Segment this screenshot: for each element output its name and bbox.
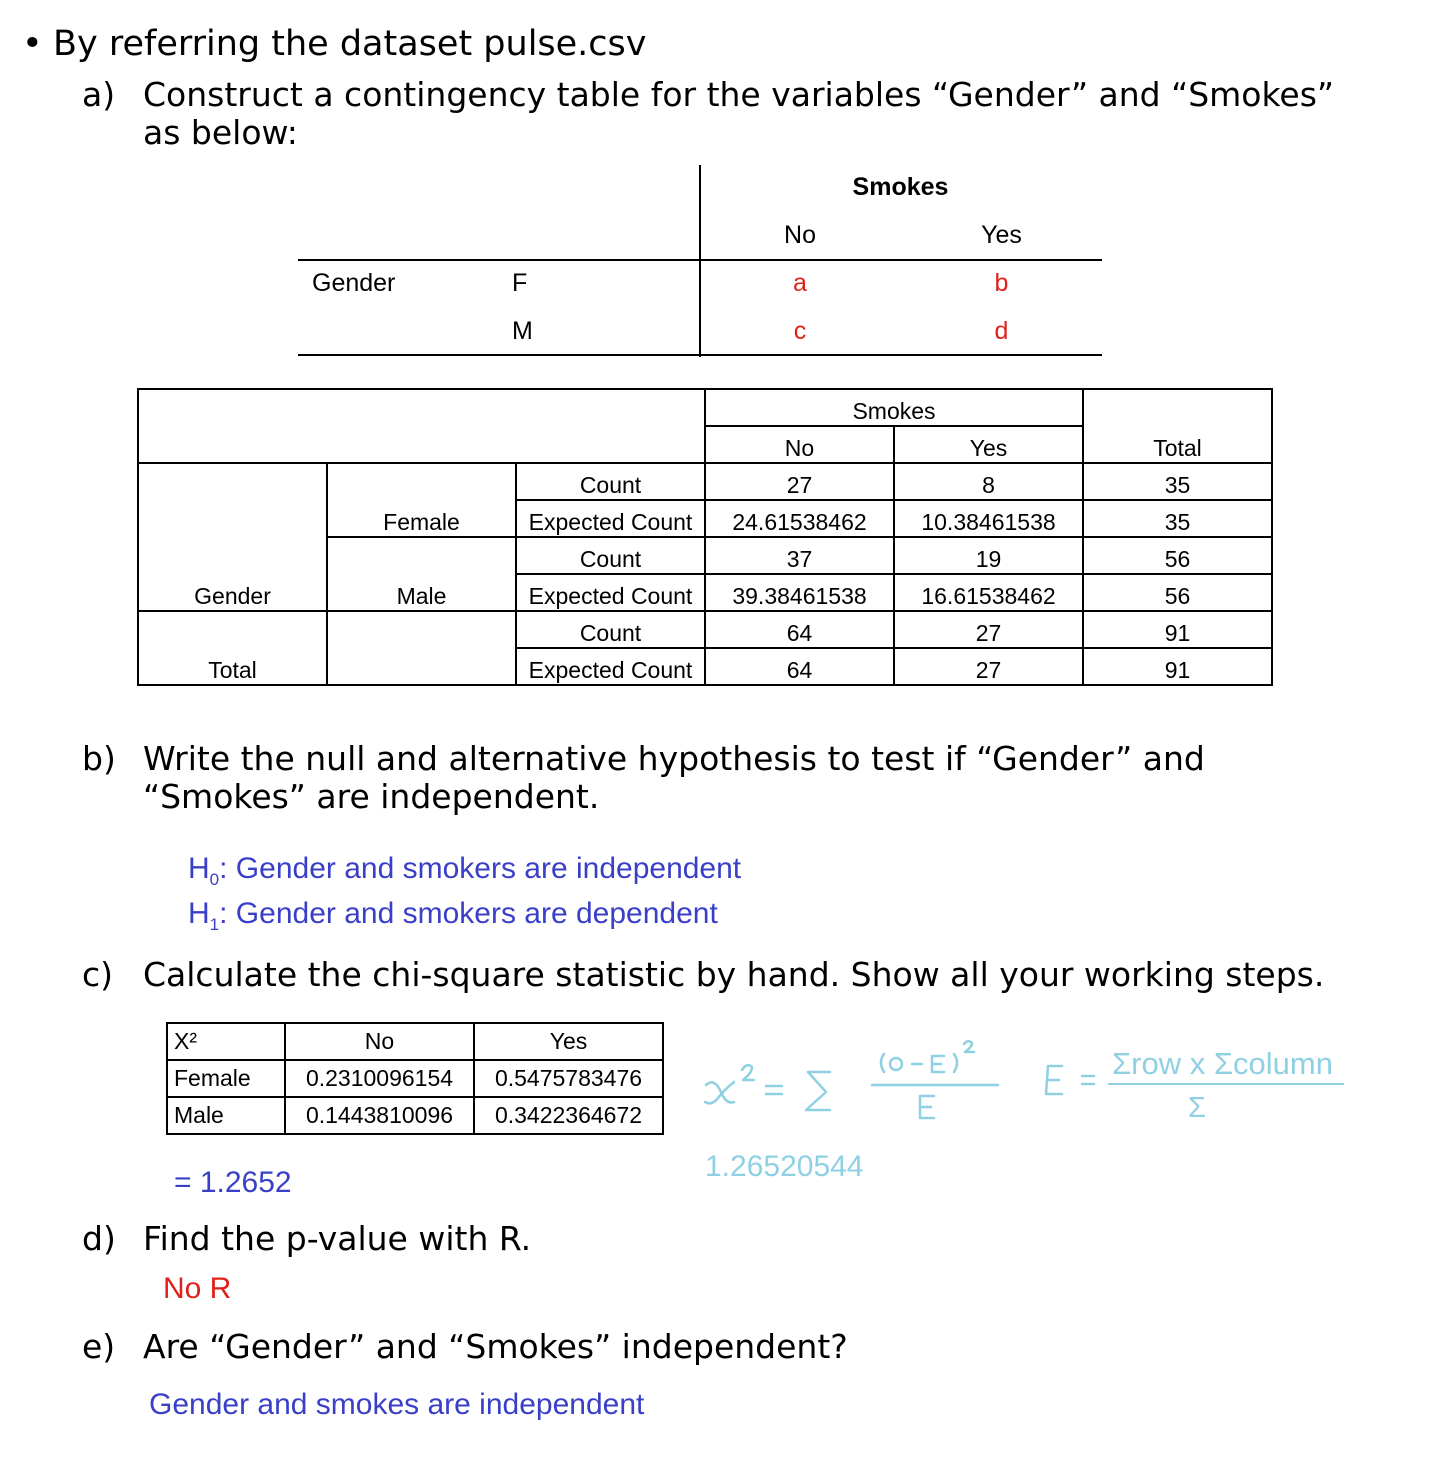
table3-row-male: Male	[167, 1097, 285, 1134]
part-b-line1: Write the null and alternative hypothesis to test if “Gender” and	[143, 739, 1205, 778]
table1-cell-c: c	[793, 317, 807, 345]
part-e-answer: Gender and smokes are independent	[149, 1388, 645, 1421]
table2-col-total: Total	[1083, 426, 1272, 463]
table-cell: 0.2310096154	[285, 1060, 474, 1097]
table1-col-group: Smokes	[852, 173, 949, 201]
part-b-line2: “Smokes” are independent.	[143, 777, 600, 816]
contingency-count-table	[137, 388, 1273, 686]
table-cell: 0.1443810096	[285, 1097, 474, 1134]
table1-cell-b: b	[994, 269, 1009, 297]
handwritten-chi-square-formula	[700, 1030, 1010, 1130]
table-cell: 35	[1083, 463, 1272, 500]
table-cell: 27	[705, 463, 894, 500]
part-a-letter: a)	[82, 75, 116, 114]
part-d-text: Find the p-value with R.	[143, 1219, 532, 1258]
table-cell: 19	[894, 537, 1083, 574]
table2-expected-label: Expected Count	[516, 500, 705, 537]
handwritten-e-symbol	[1044, 1060, 1104, 1100]
formula-e-numerator: Σrow x Σcolumn	[1112, 1046, 1333, 1081]
table-cell: 64	[705, 648, 894, 685]
table2-row-female: Female	[327, 463, 516, 537]
table2-col-group: Smokes	[705, 389, 1083, 426]
table-cell: 27	[894, 648, 1083, 685]
part-e-letter: e)	[82, 1327, 116, 1366]
table2-count-label: Count	[516, 537, 705, 574]
bullet: •	[22, 24, 43, 64]
table2-row-total: Total	[138, 611, 327, 685]
table-cell: 64	[705, 611, 894, 648]
table-cell: 0.3422364672	[474, 1097, 663, 1134]
table-cell: 10.38461538	[894, 500, 1083, 537]
table2-row-male: Male	[327, 537, 516, 611]
part-b-letter: b)	[82, 739, 116, 778]
table-cell: 56	[1083, 574, 1272, 611]
table1-header-rule	[699, 259, 1102, 261]
table1-cell-d: d	[994, 317, 1009, 345]
part-a-line1: Construct a contingency table for the variables “Gender” and “Smokes”	[143, 75, 1335, 114]
table2-row-gender: Gender	[138, 463, 327, 611]
table2-count-label: Count	[516, 463, 705, 500]
table-cell: 35	[1083, 500, 1272, 537]
table-cell: 0.5475783476	[474, 1060, 663, 1097]
part-e-text: Are “Gender” and “Smokes” independent?	[143, 1327, 848, 1366]
table1-row-rule	[298, 259, 699, 261]
part-d-answer: No R	[163, 1272, 232, 1305]
table-cell: 27	[894, 611, 1083, 648]
table2-total-empty	[327, 611, 516, 685]
table1-bottom-rule	[298, 354, 1102, 356]
table3-col-yes: Yes	[474, 1023, 663, 1060]
table2-count-label: Count	[516, 611, 705, 648]
table1-cell-a: a	[793, 269, 807, 297]
table3-corner: X²	[167, 1023, 285, 1060]
formula-e-denominator: Σ	[1188, 1092, 1206, 1124]
table-cell: 24.61538462	[705, 500, 894, 537]
table2-empty-corner	[138, 389, 705, 463]
table-cell: 37	[705, 537, 894, 574]
table1-row-m: M	[512, 317, 533, 345]
contingency-template-table	[298, 165, 1102, 357]
table-cell: 56	[1083, 537, 1272, 574]
table-cell: 91	[1083, 648, 1272, 685]
h1-hypothesis: $H_1$: Gender and smokers are dependent	[188, 897, 718, 934]
table-cell: 16.61538462	[894, 574, 1083, 611]
heading-text: By referring the dataset pulse.csv	[53, 24, 647, 64]
table1-col-no: No	[784, 221, 816, 249]
part-a-line2: as below:	[143, 113, 298, 152]
chi-square-components-table	[166, 1022, 664, 1135]
formula-e-fraction-bar	[1108, 1083, 1344, 1085]
table3-row-female: Female	[167, 1060, 285, 1097]
part-c-letter: c)	[82, 955, 114, 994]
chi-square-result: = 1.2652	[174, 1166, 292, 1199]
table1-row-f: F	[512, 269, 528, 297]
table1-row-var: Gender	[312, 269, 396, 297]
table-cell: 8	[894, 463, 1083, 500]
handwritten-result: 1.26520544	[705, 1150, 864, 1183]
h0-hypothesis: $H_0$: Gender and smokers are independent	[188, 852, 742, 889]
part-d-letter: d)	[82, 1219, 116, 1258]
table2-col-yes: Yes	[894, 426, 1083, 463]
table2-expected-label: Expected Count	[516, 574, 705, 611]
table-cell: 91	[1083, 611, 1272, 648]
table3-col-no: No	[285, 1023, 474, 1060]
table2-col-no: No	[705, 426, 894, 463]
table1-col-yes: Yes	[981, 221, 1022, 249]
part-c-text: Calculate the chi-square statistic by hand. Show all your working steps.	[143, 955, 1325, 994]
table-cell: 39.38461538	[705, 574, 894, 611]
table2-total-top	[1083, 389, 1272, 426]
table2-expected-label: Expected Count	[516, 648, 705, 685]
